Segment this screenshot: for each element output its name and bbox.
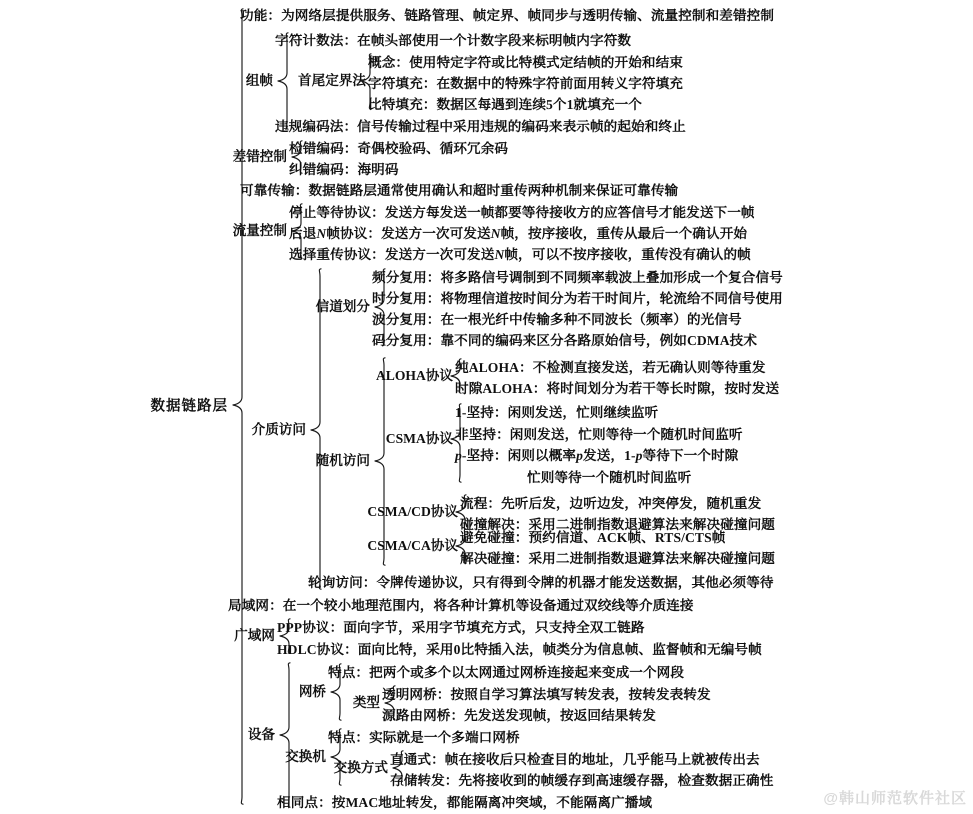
diagram-row: [328, 727, 520, 749]
row-key: 波分复用: [372, 312, 427, 327]
row-key: 特点: [328, 730, 356, 745]
row-separator: ：: [514, 551, 529, 566]
node-label-jiezhi: 介质访问: [251, 422, 306, 437]
row-separator: ：: [318, 795, 332, 810]
row-separator: ：: [532, 381, 547, 396]
row-separator: ：: [343, 33, 358, 48]
node-label-csmaca: CSMA/CA协议: [367, 538, 458, 553]
row-key: 可靠传输: [240, 183, 295, 198]
row-separator: ：: [395, 55, 410, 70]
row-value: 把两个或多个以太网通过网桥连接起来变成一个网段: [369, 665, 685, 680]
row-separator: ：: [355, 665, 370, 680]
diagram-row: [289, 244, 751, 266]
row-key: 非坚持: [455, 427, 497, 442]
row-separator: ：: [344, 642, 358, 657]
row-separator: ：: [444, 773, 459, 788]
node-label-wangqiao: 网桥: [298, 684, 326, 699]
row-key: 解决碰撞: [460, 551, 515, 566]
row-value: 数据链路层通常使用确认和超时重传两种机制来保证可靠传输: [308, 183, 679, 198]
row-separator: ：: [367, 226, 382, 241]
row-separator: ：: [426, 333, 441, 348]
row-key: 特点: [328, 665, 356, 680]
row-separator: ：: [514, 517, 529, 532]
diagram-row: [277, 792, 652, 814]
row-key: 违规编码法: [275, 119, 344, 134]
diagram-row: [455, 402, 658, 424]
row-separator: ：: [519, 360, 533, 375]
node-label-xindao: 信道划分: [315, 299, 370, 314]
row-value: 信号传输过程中采用违规的编码来表示帧的起始和终止: [357, 119, 686, 134]
row-separator: ：: [493, 448, 508, 463]
row-value: 令牌传递协议，只有得到令牌的机器才能发送数据，其他必须等待: [376, 575, 774, 590]
diagram-row: [277, 617, 645, 639]
row-value: 帧在接收后只检查目的地址，几乎能马上就被传出去: [444, 752, 760, 767]
diagram-row: [372, 309, 742, 331]
row-key: 功能: [240, 8, 268, 23]
diagram-row: [455, 357, 766, 379]
row-value: 采用二进制指数退避算法来解决碰撞问题: [528, 517, 775, 532]
row-value: 不检测直接发送，若无确认则等待重发: [532, 360, 766, 375]
diagram-row: [368, 73, 683, 95]
row-key: 纯ALOHA: [455, 360, 520, 375]
row-value: 为网络层提供服务、链路管理、帧定界、帧同步与透明传输、流量控制和差错控制: [281, 8, 775, 23]
row-value: 先发送发现帧，按返回结果转发: [464, 708, 656, 723]
row-separator: ：: [431, 752, 445, 767]
row-value: 按照自学习算法填写转发表，按转发表转发: [450, 687, 711, 702]
row-value: 发送方一次可发送N帧，按序接收，重传从最后一个确认开始: [381, 226, 748, 241]
row-value: 面向字节，采用字节填充方式，只支持全双工链路: [343, 620, 645, 635]
row-value: 忙则等待一个随机时间监听: [527, 470, 692, 485]
diagram-row: [328, 662, 684, 684]
row-value: 在一个较小地理范围内，将各种计算机等设备通过双绞线等介质连接: [282, 598, 694, 613]
row-key: 选择重传协议: [289, 247, 372, 262]
row-value: 闲则发送，忙则继续监听: [507, 405, 659, 420]
row-separator: ：: [343, 119, 358, 134]
node-label-csmacd: CSMA/CD协议: [367, 504, 458, 519]
row-value: 预约信道、ACK帧、RTS/CTS帧: [528, 530, 726, 545]
row-value: 在帧头部使用一个计数字段来标明帧内字符数: [357, 33, 632, 48]
row-separator: ：: [362, 575, 377, 590]
row-separator: ：: [343, 162, 358, 177]
row-separator: ：: [426, 270, 441, 285]
node-label-leixing: 类型: [352, 695, 380, 710]
row-separator: ：: [329, 620, 344, 635]
row-key: PPP协议: [277, 620, 330, 635]
diagram-row: [455, 378, 779, 400]
row-separator: ：: [514, 530, 529, 545]
node-label-shouwei: 首尾定界法: [298, 73, 366, 88]
node-label-aloha: ALOHA协议: [375, 368, 453, 383]
row-key: 1-坚持: [455, 405, 494, 420]
row-value: 将时间划分为若干等长时隙，按时发送: [546, 381, 780, 396]
row-separator: ：: [267, 8, 282, 23]
diagram-row: [289, 138, 508, 160]
row-value: 发送方一次可发送N帧，可以不按序接收，重传没有确认的帧: [384, 247, 751, 262]
diagram-row: [382, 684, 711, 706]
diagram-row: [289, 223, 747, 245]
row-separator: ：: [436, 687, 451, 702]
row-separator: ：: [493, 405, 508, 420]
diagram-row: [228, 595, 694, 617]
diagram-row: [240, 5, 774, 27]
row-key: 码分复用: [372, 333, 427, 348]
row-value: 靠不同的编码来区分各路原始信号，例如CDMA技术: [440, 333, 758, 348]
row-separator: ：: [371, 205, 385, 220]
row-value: 在数据中的特殊字符前面用转义字符填充: [436, 76, 683, 91]
diagram-row: [372, 267, 783, 289]
diagram-row: [368, 94, 642, 116]
diagram-row: [275, 30, 631, 52]
row-key: 源路由网桥: [382, 708, 451, 723]
row-key: 概念: [368, 55, 396, 70]
row-key: 局域网: [228, 598, 270, 613]
row-separator: ：: [355, 730, 370, 745]
row-value: 使用特定字符或比特模式定结帧的开始和结束: [409, 55, 683, 70]
node-label-liuliang: 流量控制: [232, 223, 287, 238]
row-separator: ：: [269, 598, 283, 613]
row-key: 时分复用: [372, 291, 427, 306]
node-label-root: 数据链路层: [150, 398, 228, 415]
row-separator: ：: [426, 291, 441, 306]
row-key: 碰撞解决: [460, 517, 515, 532]
diagram-row: [372, 330, 757, 352]
row-key: 透明网桥: [382, 687, 437, 702]
diagram-row: [382, 705, 656, 727]
row-separator: ：: [371, 247, 385, 262]
row-key: 时隙ALOHA: [455, 381, 533, 396]
row-value: 奇偶校验码、循环冗余码: [357, 141, 509, 156]
row-value: 先听后发，边听边发，冲突停发，随机重发: [501, 496, 762, 511]
node-label-zuzhen: 组帧: [245, 73, 273, 88]
diagram-row: [455, 424, 743, 446]
diagram-row: [527, 467, 691, 489]
row-key: HDLC协议: [277, 642, 345, 657]
node-label-shebei: 设备: [247, 727, 275, 742]
row-key: 检错编码: [289, 141, 344, 156]
row-value: 海明码: [357, 162, 399, 177]
diagram-row: [460, 527, 725, 549]
node-label-chacuo: 差错控制: [232, 149, 287, 164]
node-label-csma: CSMA协议: [385, 431, 453, 446]
row-key: 避免碰撞: [460, 530, 515, 545]
diagram-row: [289, 202, 755, 224]
diagram-row: [240, 180, 678, 202]
node-label-suiji: 随机访问: [315, 453, 370, 468]
row-separator: ：: [450, 708, 465, 723]
diagram-row: [460, 493, 761, 515]
row-value: 发送方每发送一帧都要等待接收方的应答信号才能发送下一帧: [384, 205, 755, 220]
diagram-row: [368, 52, 683, 74]
diagram-row: [390, 749, 760, 771]
diagram-row: [275, 116, 686, 138]
diagram-row: [460, 548, 775, 570]
row-key: 字符计数法: [275, 33, 344, 48]
row-value: 数据区每遇到连续5个1就填充一个: [436, 97, 642, 112]
row-separator: ：: [343, 141, 358, 156]
node-label-fangshi: 交换方式: [333, 760, 388, 775]
row-separator: ：: [487, 496, 502, 511]
diagram-row: [308, 572, 774, 594]
row-value: 闲则以概率p发送，1-p等待下一个时隙: [507, 448, 739, 463]
row-separator: ：: [496, 427, 510, 442]
row-key: 轮询访问: [308, 575, 363, 590]
diagram-row: [455, 445, 738, 467]
diagram-row: [372, 288, 783, 310]
row-key: 直通式: [390, 752, 432, 767]
node-label-guangyu: 广域网: [234, 628, 275, 643]
row-key: 后退N帧协议: [289, 226, 368, 241]
row-value: 将物理信道按时间分为若干时间片，轮流给不同信号使用: [440, 291, 783, 306]
row-value: 将多路信号调制到不同频率载波上叠加形成一个复合信号: [440, 270, 783, 285]
diagram-row: [277, 639, 762, 661]
diagram-row: [390, 770, 773, 792]
row-key: 流程: [460, 496, 488, 511]
row-value: 先将接收到的帧缓存到高速缓存器，检查数据正确性: [458, 773, 774, 788]
row-key: 停止等待协议: [289, 205, 372, 220]
row-separator: ：: [422, 97, 437, 112]
row-key: 纠错编码: [289, 162, 344, 177]
row-key: p-坚持: [455, 448, 494, 463]
row-value: 实际就是一个多端口网桥: [369, 730, 520, 745]
diagram-row: [289, 159, 399, 181]
row-value: 闲则发送，忙则等待一个随机时间监听: [509, 427, 743, 442]
row-key: 存储转发: [390, 773, 445, 788]
row-key: 比特填充: [368, 97, 423, 112]
row-value: 面向比特，采用0比特插入法，帧类分为信息帧、监督帧和无编号帧: [357, 642, 762, 657]
row-value: 采用二进制指数退避算法来解决碰撞问题: [528, 551, 775, 566]
row-key: 字符填充: [368, 76, 423, 91]
row-separator: ：: [426, 312, 441, 327]
row-key: 相同点: [277, 795, 319, 810]
row-separator: ：: [422, 76, 437, 91]
row-key: 频分复用: [372, 270, 427, 285]
row-separator: ：: [294, 183, 309, 198]
node-label-jiaohuan: 交换机: [285, 749, 326, 764]
row-value: 按MAC地址转发，都能隔离冲突域，不能隔离广播域: [331, 795, 653, 810]
row-value: 在一根光纤中传输多种不同波长（频率）的光信号: [440, 312, 742, 327]
watermark-text: @韩山师范软件社区: [823, 790, 967, 807]
